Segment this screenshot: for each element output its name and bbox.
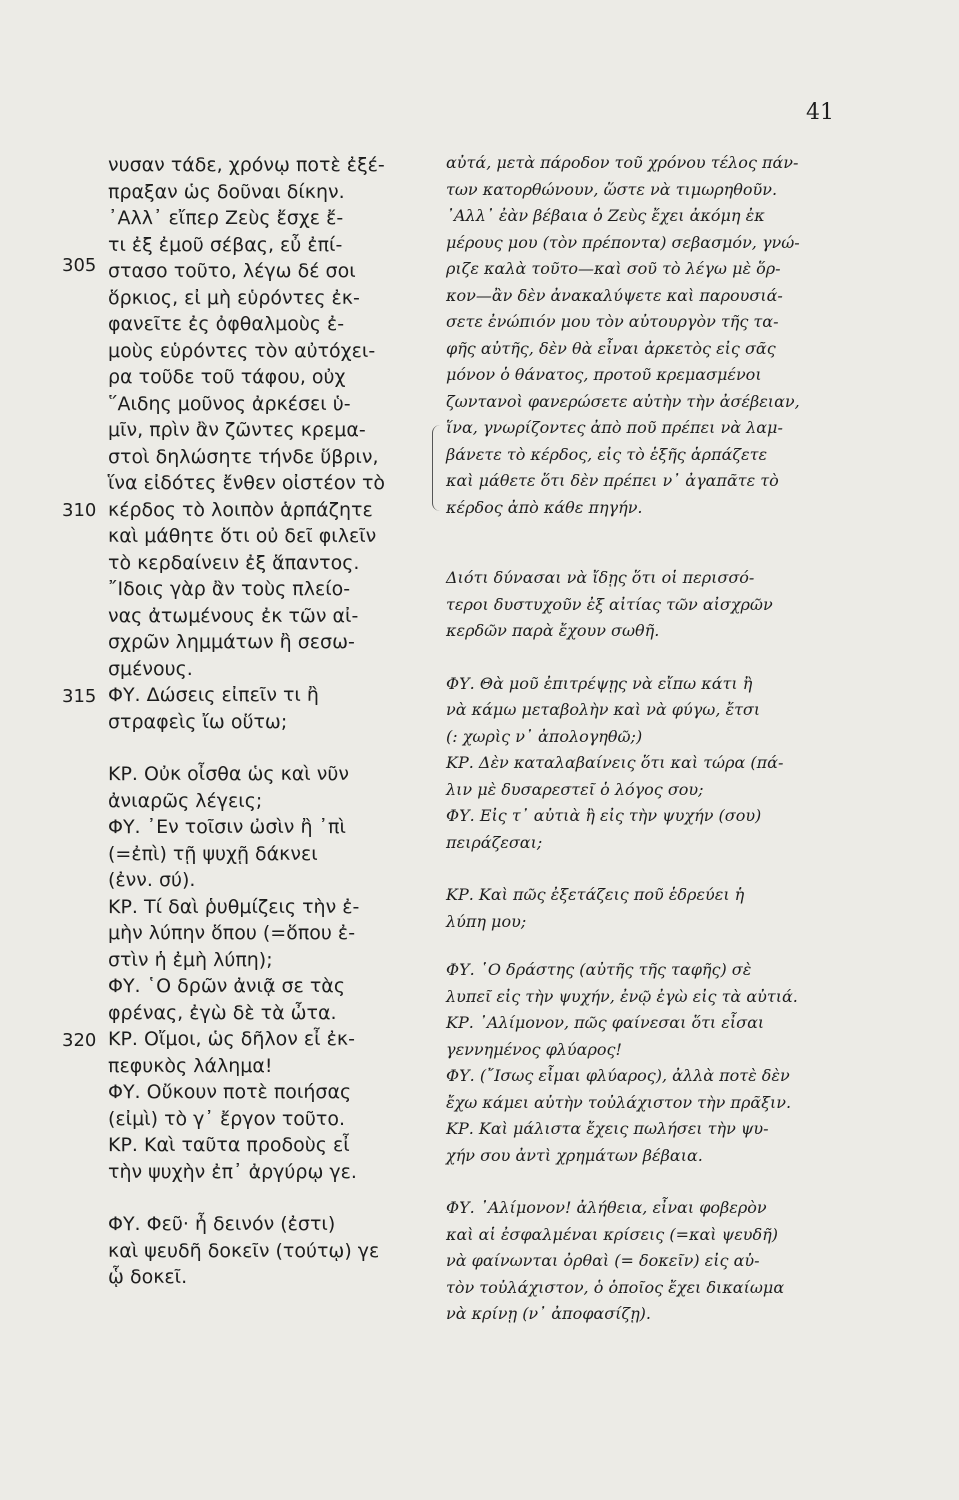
text-line: (ἐνν. σύ).	[108, 869, 196, 891]
text-line: ΚΡ. Τί δαὶ ῥυθμίζεις τὴν ἐ-	[108, 895, 360, 918]
text-line: καὶ αἱ ἐσφαλμέναι κρίσεις (=καὶ ψευδῆ)	[446, 1224, 778, 1244]
bracket-mark	[432, 425, 447, 511]
text-line: στραφεὶς ἴω οὕτω;	[108, 710, 288, 733]
text-line: αὐτά, μετὰ πάροδον τοῦ χρόνου τέλος πάν-	[446, 153, 799, 172]
text-line: καὶ ψευδῆ δοκεῖν (τούτῳ) γε	[108, 1239, 380, 1262]
text-line: μόνον ὁ θάνατος, προτοῦ κρεμασμένοι	[446, 365, 762, 384]
text-line: στοὶ δηλώσητε τήνδε ὕβριν,	[108, 445, 379, 468]
text-line: ΦΥ. Φεῦ· ἦ δεινόν (ἐστι)	[108, 1213, 336, 1235]
text-line: ΚΡ. Οὐκ οἶσθα ὡς καὶ νῦν	[108, 763, 349, 785]
left-block-2	[108, 761, 430, 1185]
text-line: φῆς αὐτῆς, δὲν θὰ εἶναι ἀρκετὸς εἰς σᾶς	[446, 338, 776, 358]
text-line: σχρῶν λημμάτων ἢ σεσω-	[108, 631, 355, 653]
line-number-305: 305	[62, 255, 97, 276]
text-line: στασο τοῦτο, λέγω δέ σοι	[108, 260, 356, 282]
text-line: των κατορθώνουν, ὥστε νὰ τιμωρηθοῦν.	[446, 179, 778, 199]
text-line: γεννημένος φλύαρος!	[446, 1039, 622, 1059]
text-line: λύπη μου;	[446, 911, 527, 931]
text-line: λυπεῖ εἰς τὴν ψυχήν, ἐνῷ ἐγὼ εἰς τὰ αὐτιά.	[446, 986, 798, 1006]
text-line: ΚΡ. Καὶ ταῦτα προδοὺς εἶ	[108, 1134, 350, 1156]
text-line: ἔχω κάμει αὐτὴν τοὐλάχιστον τὴν πρᾶξιν.	[446, 1092, 792, 1112]
text-line: σετε ἐνώπιόν μου τὸν αὐτουργὸν τῆς τα-	[446, 312, 779, 331]
text-line: νας ἀτωμένους ἐκ τῶν αἰ-	[108, 604, 359, 627]
text-line: κέρδος ἀπὸ κάθε πηγήν.	[446, 497, 643, 517]
text-line: τεροι δυστυχοῦν ἐξ αἰτίας τῶν αἰσχρῶν	[446, 594, 773, 614]
text-line: ζωντανοὶ φανερώσετε αὐτὴν τὴν ἀσέβειαν,	[446, 391, 800, 411]
text-line: ΚΡ. Δὲν καταλαβαίνεις ὅτι καὶ τώρα (πά-	[446, 753, 784, 772]
text-line: ΦΥ. ᾿Εν τοῖσιν ὠσὶν ἢ ᾿πὶ	[108, 816, 346, 838]
text-line: ἀνιαρῶς λέγεις;	[108, 789, 263, 812]
right-block-4	[446, 882, 846, 935]
text-line: πεφυκὸς λάλημα!	[108, 1054, 273, 1077]
text-line: πραξαν ὡς δοῦναι δίκην.	[108, 180, 345, 203]
text-line: κον—ἂν δὲν ἀνακαλύψετε καὶ παρουσιά-	[446, 285, 783, 305]
text-line: ΦΥ. (῎Ισως εἶμαι φλύαρος), ἀλλὰ ποτὲ δὲν	[446, 1066, 790, 1085]
text-line: ΚΡ. Οἴμοι, ὡς δῆλον εἶ ἐκ-	[108, 1028, 355, 1050]
text-line: τὴν ψυχὴν ἐπ᾿ ἀργύρῳ γε.	[108, 1160, 357, 1183]
text-line: ΚΡ. Καὶ μάλιστα ἔχεις πωλήσει τὴν ψυ-	[446, 1119, 769, 1138]
text-line: νὰ κρίνῃ (ν᾿ ἀποφασίζῃ).	[446, 1304, 651, 1323]
text-line: ΚΡ. ᾿Αλίμονον, πῶς φαίνεσαι ὅτι εἶσαι	[446, 1013, 765, 1032]
text-line: τι ἐξ ἐμοῦ σέβας, εὖ ἐπί-	[108, 233, 343, 256]
text-line: λιν μὲ δυσαρεστεῖ ὁ λόγος σου;	[446, 779, 704, 799]
text-line: ΦΥ. Δώσεις εἰπεῖν τι ἢ	[108, 684, 319, 706]
text-line: καὶ μάθητε ὅτι οὐ δεῖ φιλεῖν	[108, 525, 377, 547]
line-number-315: 315	[62, 686, 97, 707]
left-block-1	[108, 152, 430, 735]
text-line: χήν σου ἀντὶ χρημάτων βέβαια.	[446, 1145, 703, 1165]
text-line: ῎Ιδοις γὰρ ἂν τοὺς πλείο-	[108, 578, 351, 600]
text-line: τὸν τοὐλάχιστον, ὁ ὁποῖος ἔχει δικαίωμα	[446, 1277, 785, 1297]
text-line: μῖν, πρὶν ἂν ζῶντες κρεμα-	[108, 419, 366, 441]
text-line: (εἰμὶ) τὸ γ᾿ ἔργον τοῦτο.	[108, 1107, 345, 1130]
right-block-5	[446, 957, 846, 1169]
text-line: καὶ μάθετε ὅτι δὲν πρέπει ν᾿ ἀγαπᾶτε τὸ	[446, 471, 779, 490]
text-line: μοὺς εὑρόντες τὸν αὐτόχει-	[108, 339, 376, 362]
text-line: βάνετε τὸ κέρδος, εἰς τὸ ἑξῆς ἁρπάζετε	[446, 444, 768, 464]
modern-greek-translation-column	[446, 150, 846, 1328]
left-block-3	[108, 1211, 430, 1291]
text-line: μέρους μου (τὸν πρέποντα) σεβασμόν, γνώ-	[446, 232, 800, 252]
right-block-1	[446, 150, 846, 521]
text-line: φανεῖτε ἐς ὀφθαλμοὺς ἐ-	[108, 313, 345, 335]
text-line: (=ἐπὶ) τῇ ψυχῇ δάκνει	[108, 842, 318, 865]
text-line: ρα τοῦδε τοῦ τάφου, οὐχ	[108, 366, 346, 388]
text-line: στὶν ἡ ἐμὴ λύπη);	[108, 948, 273, 971]
text-line: ΦΥ. Οὔκουν ποτὲ ποιήσας	[108, 1081, 352, 1103]
text-line: ἵνα, γνωρίζοντες ἀπὸ ποῦ πρέπει νὰ λαμ-	[446, 418, 783, 437]
text-line: τὸ κερδαίνειν ἐξ ἅπαντος.	[108, 551, 360, 574]
line-number-320: 320	[62, 1030, 97, 1051]
text-line: πειράζεσαι;	[446, 832, 543, 852]
text-line: κέρδος τὸ λοιπὸν ἁρπάζητε	[108, 498, 373, 521]
text-line: ὅρκιος, εἰ μὴ εὑρόντες ἐκ-	[108, 286, 360, 309]
text-line: Διότι δύνασαι νὰ ἴδῃς ὅτι οἱ περισσό-	[446, 568, 755, 587]
text-line: ᾧ δοκεῖ.	[108, 1266, 188, 1288]
text-line: νυσαν τάδε, χρόνῳ ποτὲ ἐξέ-	[108, 154, 385, 176]
greek-original-column	[108, 152, 430, 1291]
page-number: 41	[806, 100, 834, 125]
text-line: ΦΥ. ῾Ο δρῶν ἀνιᾷ σε τὰς	[108, 975, 345, 997]
text-line: ριζε καλὰ τοῦτο—καὶ σοῦ τὸ λέγω μὲ ὅρ-	[446, 259, 781, 278]
text-line: φρένας, ἐγὼ δὲ τὰ ὦτα.	[108, 1001, 337, 1024]
right-block-2	[446, 565, 846, 645]
right-block-3	[446, 671, 846, 857]
line-number-310: 310	[62, 500, 97, 521]
text-line: ἵνα εἰδότες ἔνθεν οἰστέον τὸ	[108, 472, 386, 494]
text-line: νὰ κάμω μεταβολὴν καὶ νὰ φύγω, ἔτσι	[446, 700, 761, 719]
text-line: ΦΥ. ᾿Αλίμονον! ἀλήθεια, εἶναι φοβερὸν	[446, 1198, 767, 1217]
text-line: ΦΥ. Θὰ μοῦ ἐπιτρέψῃς νὰ εἴπω κάτι ἢ	[446, 673, 753, 693]
text-line: ᾿Αλλ᾿ ἐὰν βέβαια ὁ Ζεὺς ἔχει ἀκόμη ἐκ	[446, 206, 765, 225]
text-line: ῞Αιδης μοῦνος ἀρκέσει ὑ-	[108, 392, 351, 415]
text-line: ΚΡ. Καὶ πῶς ἐξετάζεις ποῦ ἑδρεύει ἡ	[446, 885, 745, 904]
text-line: κερδῶν παρὰ ἔχουν σωθῆ.	[446, 621, 660, 640]
text-line: ᾿Αλλ᾿ εἴπερ Ζεὺς ἔσχε ἔ-	[108, 207, 344, 229]
text-line: νὰ φαίνωνται ὀρθαὶ (= δοκεῖν) εἰς αὐ-	[446, 1251, 760, 1270]
text-line: ΦΥ. Εἰς τ᾿ αὐτιὰ ἢ εἰς τὴν ψυχήν (σου)	[446, 806, 762, 825]
text-line: μὴν λύπην ὅπου (=ὅπου ἐ-	[108, 922, 356, 944]
right-block-6	[446, 1195, 846, 1328]
text-line: σμένους.	[108, 657, 193, 680]
text-line: (: χωρὶς ν᾿ ἀπολογηθῶ;)	[446, 726, 643, 746]
text-line: ΦΥ. ῾Ο δράστης (αὐτῆς τῆς ταφῆς) σὲ	[446, 960, 752, 979]
